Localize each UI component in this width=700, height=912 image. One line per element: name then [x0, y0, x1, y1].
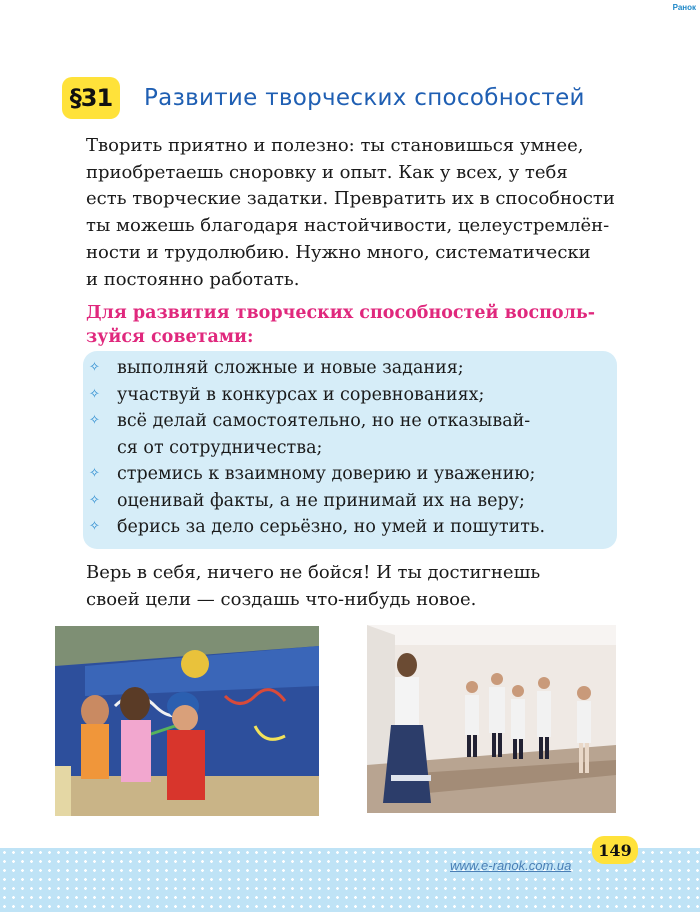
tips-box: [83, 351, 617, 549]
list-item: [83, 408, 617, 461]
section-number-badge: §31: [62, 77, 120, 119]
advice-line: Для развития творческих способностей восполь-: [86, 303, 596, 323]
diamond-bullet-icon: ✧: [89, 466, 100, 481]
diamond-bullet-icon: ✧: [89, 492, 100, 508]
section-heading: [62, 76, 585, 120]
intro-line: есть творческие задатки. Превратить их в способности: [86, 188, 615, 210]
tip-text: оценивай факты, а не принимай их на веру;: [117, 490, 525, 511]
diamond-bullet-icon: ✧: [89, 413, 100, 428]
diamond-bullet-icon: ✧: [89, 386, 100, 402]
intro-paragraph: [86, 133, 616, 293]
list-item: [83, 514, 617, 541]
photo-dance-class-image: [367, 625, 616, 813]
intro-line: ности и трудолюбию. Нужно много, систематически: [86, 241, 591, 263]
list-item: [83, 355, 617, 382]
list-item: [83, 382, 617, 409]
photo-children-painting-image: [55, 626, 319, 816]
photo-dance-class: [367, 625, 616, 813]
intro-line: приобретаешь сноровку и опыт. Как у всех, у тебя: [86, 161, 568, 183]
intro-line: ты можешь благодаря настойчивости, целеустремлён-: [86, 215, 610, 237]
intro-line: Творить приятно и полезно: ты становишься умнее,: [86, 135, 584, 156]
publisher-logo: Ранок: [672, 3, 696, 12]
outro-line: своей цели — создашь что-нибудь новое.: [86, 588, 477, 610]
page-number: 149: [592, 836, 638, 864]
photo-children-painting: [55, 626, 319, 816]
tip-text: ся от сотрудничества;: [117, 437, 323, 458]
page-title: Развитие творческих способностей: [144, 85, 585, 111]
diamond-bullet-icon: ✧: [89, 519, 100, 534]
publisher-link[interactable]: www.e-ranok.com.ua: [450, 858, 572, 873]
tips-list: [83, 355, 617, 541]
closing-paragraph: [86, 560, 616, 613]
tip-text: берись за дело серьёзно, но умей и пошутить.: [117, 517, 546, 537]
advice-heading: [86, 301, 616, 349]
tip-text: выполняй сложные и новые задания;: [117, 358, 464, 378]
advice-line: зуйся советами:: [86, 327, 254, 347]
list-item: [83, 488, 617, 515]
outro-line: Верь в себя, ничего не бойся! И ты достигнешь: [86, 562, 541, 583]
diamond-bullet-icon: ✧: [89, 360, 100, 375]
intro-line: и постоянно работать.: [86, 268, 300, 290]
tip-text: участвуй в конкурсах и соревнованиях;: [117, 384, 485, 405]
list-item: [83, 461, 617, 488]
tip-text: стремись к взаимному доверию и уважению;: [117, 464, 536, 484]
tip-text: всё делай самостоятельно, но не отказывай-: [117, 411, 531, 431]
